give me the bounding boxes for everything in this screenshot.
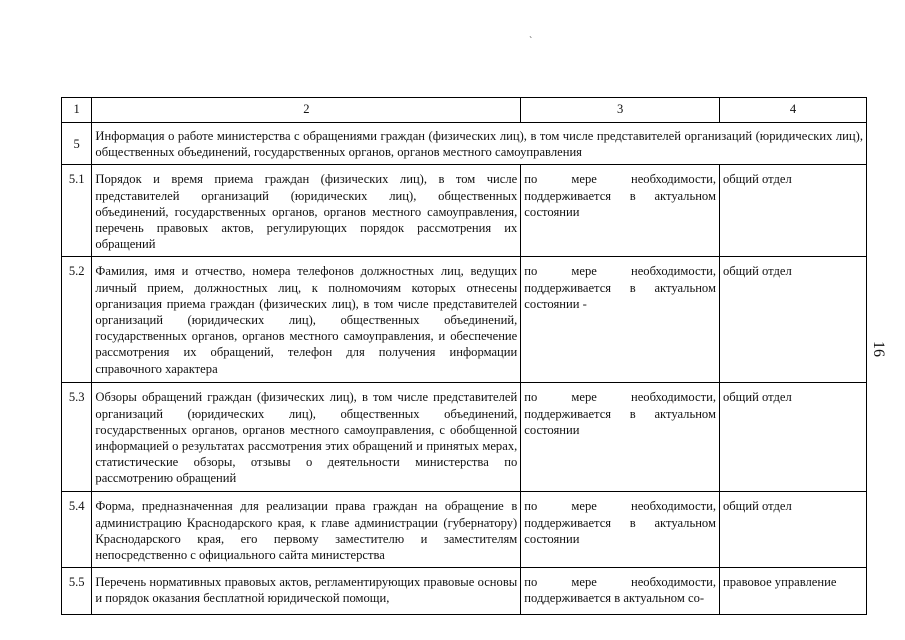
row-department: общий отдел bbox=[719, 492, 866, 568]
row-term: по мере необходимости, поддерживается в актуальном состоянии bbox=[521, 492, 720, 568]
row-description: Обзоры обращений граждан (физических лиц), в том числе представителей организаций (юридических лиц), общественных объединений, государственных органов, органов местного самоуправления, с обобщенной информацией о результатах рассмотрения этих обращений и принятых мерах, статистические обзоры, отзывы о деятельности министерства по рассмотрению обращений bbox=[92, 383, 521, 492]
header-col-4: 4 bbox=[719, 98, 866, 123]
section-row bbox=[62, 123, 867, 165]
row-department: общий отдел bbox=[719, 383, 866, 492]
row-description: Перечень нормативных правовых актов, регламентирующих правовые основы и порядок оказания бесплатной юридической помощи, bbox=[92, 568, 521, 615]
row-term: по мере необходимости, поддерживается в актуальном со- bbox=[521, 568, 720, 615]
table-row bbox=[62, 383, 867, 492]
table-row bbox=[62, 165, 867, 257]
table-row bbox=[62, 492, 867, 568]
row-number: 5.1 bbox=[62, 165, 92, 257]
row-number: 5.4 bbox=[62, 492, 92, 568]
section-title: Информация о работе министерства с обращениями граждан (физических лиц), в том числе представителей организаций (юридических лиц), общественных объединений, государственных органов, органов местного самоуправления bbox=[92, 123, 867, 165]
header-col-2: 2 bbox=[92, 98, 521, 123]
row-department: общий отдел bbox=[719, 165, 866, 257]
row-description: Порядок и время приема граждан (физических лиц), в том числе представителей организаций (юридических лиц), общественных объединений, государственных органов, органов местного самоуправления, перечень правовых актов, регулирующих порядок рассмотрения их обращений bbox=[92, 165, 521, 257]
row-term: по мере необходимости, поддерживается в актуальном состоянии bbox=[521, 165, 720, 257]
row-number: 5.3 bbox=[62, 383, 92, 492]
table-row bbox=[62, 568, 867, 615]
row-description: Форма, предназначенная для реализации права граждан на обращение в администрацию Краснодарского края, к главе администрации (губернатору) Краснодарского края, его первому заместителю и заместителям непосредственно с официального сайта министерства bbox=[92, 492, 521, 568]
row-number: 5.2 bbox=[62, 257, 92, 383]
row-number: 5.5 bbox=[62, 568, 92, 615]
row-department: правовое управление bbox=[719, 568, 866, 615]
row-description: Фамилия, имя и отчество, номера телефонов должностных лиц, ведущих личный прием, должностных лиц, к полномочиям которых отнесены организация приема граждан (физических лиц), в том числе представителей организаций (юридических лиц), общественных объединений, государственных органов, органов местного самоуправления, и обеспечение рассмотрения их обращений, телефон для получения информации справочного характера bbox=[92, 257, 521, 383]
scan-artifact-mark: ` bbox=[529, 36, 533, 47]
row-term: по мере необходимости, поддерживается в актуальном состоянии - bbox=[521, 257, 720, 383]
information-table bbox=[61, 97, 867, 615]
header-col-3: 3 bbox=[521, 98, 720, 123]
row-department: общий отдел bbox=[719, 257, 866, 383]
table-header-row bbox=[62, 98, 867, 123]
page-number: 16 bbox=[870, 341, 887, 357]
row-term: по мере необходимости, поддерживается в актуальном состоянии bbox=[521, 383, 720, 492]
section-number: 5 bbox=[62, 123, 92, 165]
header-col-1: 1 bbox=[62, 98, 92, 123]
table-row bbox=[62, 257, 867, 383]
